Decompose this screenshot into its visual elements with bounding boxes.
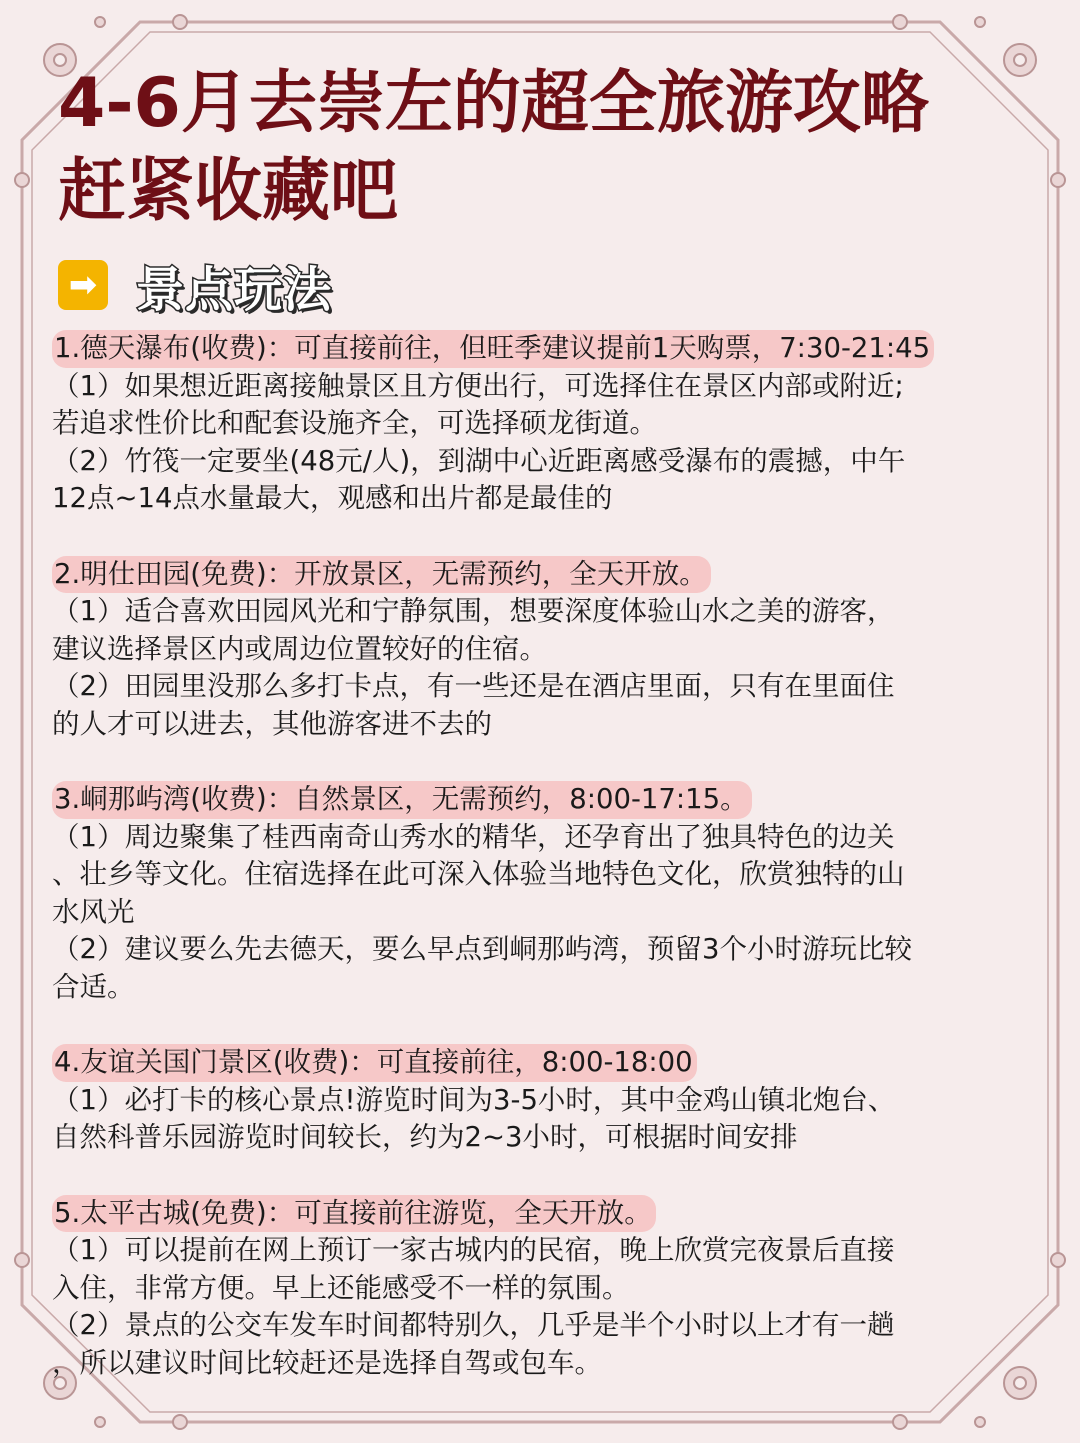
spot-list	[52, 330, 1032, 1420]
spot-heading: 4.友谊关国门景区(收费)：可直接前往，8:00-18:00	[52, 1044, 697, 1082]
spot-text-line: （1）周边聚集了桂西南奇山秀水的精华，还孕育出了独具特色的边关	[52, 820, 895, 853]
spot-text-line: 合适。	[52, 970, 135, 1003]
spot-item	[52, 556, 1032, 744]
spot-text-line: 建议选择景区内或周边位置较好的住宿。	[52, 632, 547, 665]
spot-text-line: （1）如果想近距离接触景区且方便出行，可选择住在景区内部或附近;	[52, 369, 904, 402]
page-title-line-1: 4-6月去崇左的超全旅游攻略	[58, 64, 929, 143]
spot-text-line: （2）景点的公交车发车时间都特别久，几乎是半个小时以上才有一趟	[52, 1309, 895, 1341]
spot-text-line: 入住，非常方便。早上还能感受不一样的氛围。	[52, 1271, 630, 1304]
spot-text-line: 自然科普乐园游览时间较长，约为2~3小时，可根据时间安排	[52, 1121, 798, 1153]
right-arrow-icon: ➡	[58, 260, 108, 310]
spot-text-line: （1）必打卡的核心景点!游览时间为3-5小时，其中金鸡山镇北炮台、	[52, 1083, 896, 1116]
spot-text-line: 水风光	[52, 895, 135, 928]
spot-item	[52, 1044, 1032, 1157]
spot-text-line: （2）田园里没那么多打卡点，有一些还是在酒店里面，只有在里面住	[52, 670, 895, 702]
spot-heading: 3.峒那屿湾(收费)：自然景区，无需预约，8:00-17:15。	[52, 781, 752, 819]
spot-text-line: 的人才可以进去，其他游客进不去的	[52, 707, 492, 740]
spot-text-line: 、壮乡等文化。住宿选择在此可深入体验当地特色文化，欣赏独特的山	[52, 858, 905, 890]
spot-heading: 5.太平古城(免费)：可直接前往游览，全天开放。	[52, 1195, 656, 1233]
spot-text-line: ，所以建议时间比较赶还是选择自驾或包车。	[52, 1346, 602, 1379]
spot-text-line: （1）适合喜欢田园风光和宁静氛围，想要深度体验山水之美的游客，	[52, 595, 895, 627]
spot-text-line: 若追求性价比和配套设施齐全，可选择硕龙街道。	[52, 407, 657, 439]
spot-heading: 2.明仕田园(免费)：开放景区，无需预约，全天开放。	[52, 556, 711, 594]
section-header	[58, 255, 333, 318]
section-title: 景点玩法	[136, 261, 333, 318]
spot-text-line: （2）竹筏一定要坐(48元/人)，到湖中心近距离感受瀑布的震撼，中午	[52, 444, 906, 477]
spot-item	[52, 781, 1032, 1006]
spot-heading: 1.德天瀑布(收费)：可直接前往，但旺季建议提前1天购票，7:30-21:45	[52, 330, 934, 368]
spot-text-line: （2）建议要么先去德天，要么早点到峒那屿湾，预留3个小时游玩比较	[52, 933, 912, 965]
spot-item	[52, 1195, 1032, 1383]
page-title-line-2: 赶紧收藏吧	[58, 152, 399, 231]
spot-text-line: 12点~14点水量最大，观感和出片都是最佳的	[52, 482, 613, 514]
spot-item	[52, 330, 1032, 518]
spot-text-line: （1）可以提前在网上预订一家古城内的民宿，晚上欣赏完夜景后直接	[52, 1234, 895, 1266]
